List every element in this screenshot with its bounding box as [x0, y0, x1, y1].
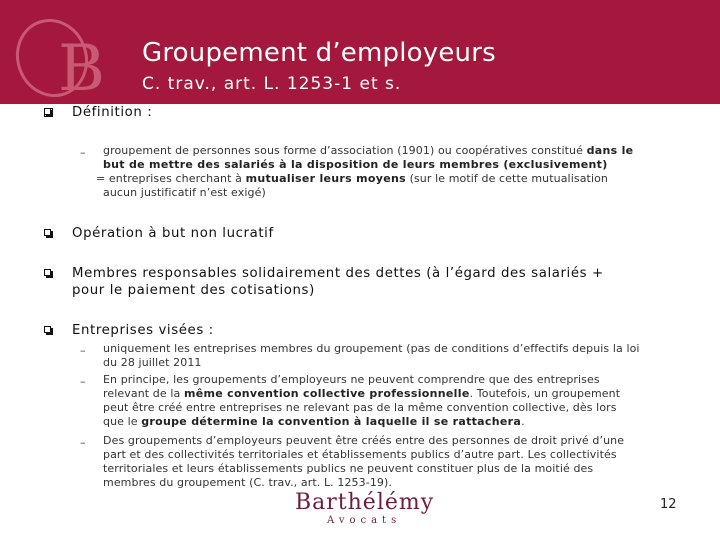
companies-item-3 [103, 434, 693, 490]
section-non-profit-label: Opération à but non lucratif [72, 226, 274, 241]
companies-item-2-line-4-end: . [521, 415, 525, 428]
dash-marker: – [80, 375, 86, 388]
section-members-label [72, 265, 604, 299]
companies-item-1-line-2: du 28 juillet 2011 [103, 356, 202, 369]
companies-item-2-line-2-bold: même convention collective professionnelle [183, 387, 470, 400]
dash-marker: – [80, 344, 86, 357]
checkbox-bullet-icon [44, 229, 54, 239]
header-band [0, 0, 720, 104]
checkbox-bullet-icon [44, 326, 54, 336]
checkbox-bullet-icon [44, 269, 54, 279]
companies-item-2 [103, 373, 693, 429]
definition-line-3-bold: mutualiser leurs moyens [245, 172, 406, 185]
companies-item-3-line-3: territoriales et leurs établissements publics ne peuvent constituer plus de la moitié des [103, 462, 594, 475]
definition-line-1: groupement de personnes sous forme d’association (1901) ou coopératives constitué [103, 144, 587, 157]
section-companies-label: Entreprises visées : [72, 323, 214, 338]
definition-line-4: aucun justificatif n’est exigé) [103, 186, 266, 199]
companies-item-3-line-1: Des groupements d’employeurs peuvent être créés entre des personnes de droit privé d’une [103, 434, 625, 447]
companies-item-1 [103, 342, 693, 370]
logo-letter: B [58, 32, 106, 100]
companies-item-3-line-4: membres du groupement (C. trav., art. L. 1253-19). [103, 476, 393, 489]
dash-marker: – [80, 146, 86, 159]
definition-text [96, 144, 683, 200]
definition-line-1-bold: dans le [586, 144, 634, 157]
members-label-line-2: pour le paiement des cotisations) [72, 283, 315, 298]
companies-item-2-line-2-end: . Toutefois, un groupement [469, 387, 621, 400]
brand-name: Barthélémy [295, 490, 435, 515]
companies-item-2-line-3: peut être créé entre entreprises ne relevant pas de la même convention collective, dès lors [103, 401, 617, 414]
members-label-line-1: Membres responsables solidairement des dettes (à l’égard des salariés + [72, 266, 604, 281]
slide-title: Groupement d’employeurs [142, 38, 496, 68]
dash-marker: – [80, 436, 86, 449]
companies-item-2-line-4-bold: groupe détermine la convention à laquelle il se rattachera [141, 415, 522, 428]
companies-item-2-line-4: que le [103, 415, 142, 428]
companies-item-2-line-2: relevant de la [103, 387, 184, 400]
definition-line-3: = entreprises cherchant à [96, 172, 246, 185]
companies-item-1-line-1: uniquement les entreprises membres du groupement (pas de conditions d’effectifs depuis la loi [103, 342, 640, 355]
cb-logo-icon [10, 6, 130, 100]
definition-line-3-end: (sur le motif de cette mutualisation [405, 172, 609, 185]
section-definition-label: Définition : [72, 105, 153, 120]
definition-line-2-bold: but de mettre des salariés à la disposition de leurs membres (exclusivement) [103, 158, 608, 171]
brand-subtitle: Avocats [327, 515, 402, 526]
slide-subtitle: C. trav., art. L. 1253-1 et s. [142, 74, 402, 94]
checkbox-bullet-icon [44, 108, 54, 118]
companies-item-3-line-2: part et des collectivités territoriales et établissements publics d’autre part. Les collectivités [103, 448, 617, 461]
companies-item-2-line-1: En principe, les groupements d’employeurs ne peuvent comprendre que des entreprises [103, 373, 600, 386]
page-number: 12 [660, 497, 677, 512]
footer-brand-logo [295, 490, 435, 530]
